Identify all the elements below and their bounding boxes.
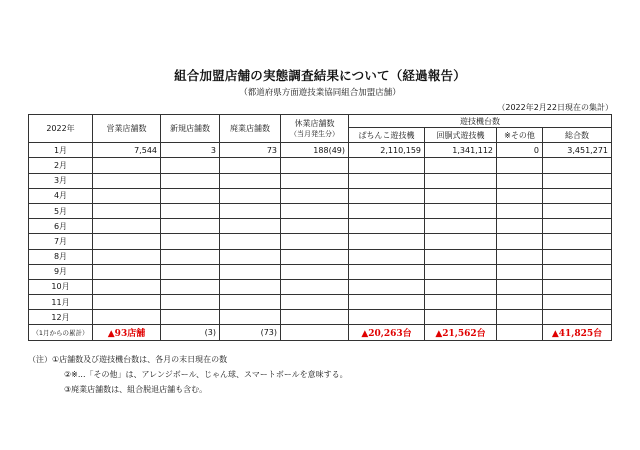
- cell-suspended: [281, 279, 349, 294]
- cell-pachinko: [349, 279, 425, 294]
- cell-other: [497, 279, 543, 294]
- cell-total: [543, 295, 612, 310]
- cell-closed: [220, 279, 281, 294]
- cell-new: [161, 249, 220, 264]
- cell-suspended: [281, 219, 349, 234]
- cell-closed: [220, 264, 281, 279]
- header-total: 総合数: [543, 128, 612, 143]
- cell-pachinko: [349, 158, 425, 173]
- cell-month: 10月: [29, 279, 93, 294]
- cell-new: [161, 158, 220, 173]
- cell-total: [543, 264, 612, 279]
- cell-suspended: [281, 310, 349, 325]
- note-2: ②※...「その他」は、アレンジボール、じゃん球、スマートボールを意味する。: [64, 370, 348, 379]
- header-suspended: [281, 115, 349, 143]
- cell-other: [497, 234, 543, 249]
- cell-operating: [93, 310, 161, 325]
- totals-row: [29, 325, 612, 340]
- cell-total: 3,451,271: [543, 143, 612, 158]
- cell-slot: [425, 173, 497, 188]
- cell-closed: [220, 173, 281, 188]
- cell-pachinko: [349, 188, 425, 203]
- table-row: [29, 310, 612, 325]
- cell-slot: [425, 188, 497, 203]
- cell-other: 0: [497, 143, 543, 158]
- cell-other: [497, 310, 543, 325]
- cell-operating: [93, 173, 161, 188]
- totals-new: (3): [161, 325, 220, 340]
- header-pachinko: ぱちんこ遊技機: [349, 128, 425, 143]
- cell-other: [497, 203, 543, 218]
- cell-other: [497, 188, 543, 203]
- totals-total: ▲41,825台: [543, 325, 612, 340]
- as-of-date: （2022年2月22日現在の集計）: [497, 103, 613, 112]
- cell-new: [161, 295, 220, 310]
- totals-slot: ▲21,562台: [425, 325, 497, 340]
- cell-pachinko: [349, 173, 425, 188]
- cell-month: 1月: [29, 143, 93, 158]
- cell-operating: [93, 219, 161, 234]
- header-machines: 遊技機台数: [349, 115, 612, 128]
- cell-new: [161, 173, 220, 188]
- cell-total: [543, 173, 612, 188]
- table-row: [29, 264, 612, 279]
- cell-month: 2月: [29, 158, 93, 173]
- cell-suspended: [281, 173, 349, 188]
- cell-month: 7月: [29, 234, 93, 249]
- table-row: [29, 188, 612, 203]
- cell-month: 5月: [29, 203, 93, 218]
- cell-new: [161, 188, 220, 203]
- cell-suspended: [281, 203, 349, 218]
- cell-month: 9月: [29, 264, 93, 279]
- cell-pachinko: 2,110,159: [349, 143, 425, 158]
- cell-operating: [93, 158, 161, 173]
- header-operating: 営業店舗数: [93, 115, 161, 143]
- cell-month: 8月: [29, 249, 93, 264]
- cell-pachinko: [349, 310, 425, 325]
- table-row: [29, 143, 612, 158]
- cell-new: [161, 279, 220, 294]
- cell-operating: [93, 203, 161, 218]
- cell-total: [543, 249, 612, 264]
- cell-month: 12月: [29, 310, 93, 325]
- cell-suspended: [281, 295, 349, 310]
- cell-operating: [93, 279, 161, 294]
- cell-closed: 73: [220, 143, 281, 158]
- cell-suspended: [281, 188, 349, 203]
- cell-operating: [93, 234, 161, 249]
- cell-slot: [425, 203, 497, 218]
- cell-operating: [93, 188, 161, 203]
- cell-closed: [220, 310, 281, 325]
- cell-other: [497, 173, 543, 188]
- header-suspended-sub: （当月発生分）: [290, 130, 339, 139]
- survey-table: [28, 114, 612, 341]
- cell-suspended: [281, 158, 349, 173]
- table-row: [29, 234, 612, 249]
- cell-other: [497, 249, 543, 264]
- cell-new: [161, 264, 220, 279]
- cell-slot: [425, 158, 497, 173]
- cell-month: 4月: [29, 188, 93, 203]
- totals-other: [497, 325, 543, 340]
- cell-total: [543, 234, 612, 249]
- cell-operating: [93, 295, 161, 310]
- cell-total: [543, 158, 612, 173]
- page-subtitle: （都道府県方面遊技業協同組合加盟店舗）: [239, 88, 401, 98]
- cell-closed: [220, 158, 281, 173]
- cell-slot: [425, 234, 497, 249]
- cell-new: 3: [161, 143, 220, 158]
- cell-closed: [220, 188, 281, 203]
- cell-closed: [220, 234, 281, 249]
- cell-other: [497, 264, 543, 279]
- cell-month: 3月: [29, 173, 93, 188]
- cell-slot: [425, 310, 497, 325]
- table-row: [29, 279, 612, 294]
- cell-slot: [425, 279, 497, 294]
- cell-operating: 7,544: [93, 143, 161, 158]
- cell-other: [497, 158, 543, 173]
- cell-slot: [425, 295, 497, 310]
- cell-closed: [220, 295, 281, 310]
- header-slot: 回胴式遊技機: [425, 128, 497, 143]
- totals-operating: ▲93店舗: [93, 325, 161, 340]
- cell-closed: [220, 203, 281, 218]
- cell-other: [497, 295, 543, 310]
- notes: [28, 352, 348, 397]
- cell-pachinko: [349, 203, 425, 218]
- cell-month: 6月: [29, 219, 93, 234]
- cell-closed: [220, 249, 281, 264]
- cell-suspended: [281, 234, 349, 249]
- cell-suspended: [281, 264, 349, 279]
- totals-label: （1月からの累計）: [29, 325, 93, 340]
- cell-new: [161, 310, 220, 325]
- cell-slot: [425, 264, 497, 279]
- table-header-row: [29, 115, 612, 128]
- note-1: （注）①店舗数及び遊技機台数は、各月の末日現在の数: [28, 355, 228, 364]
- totals-pachinko: ▲20,263台: [349, 325, 425, 340]
- header-suspended-label: 休業店舗数: [294, 119, 335, 129]
- cell-new: [161, 234, 220, 249]
- header-year: 2022年: [29, 115, 93, 143]
- cell-pachinko: [349, 249, 425, 264]
- table-row: [29, 158, 612, 173]
- cell-total: [543, 219, 612, 234]
- totals-suspended: [281, 325, 349, 340]
- cell-total: [543, 188, 612, 203]
- header-new: 新規店舗数: [161, 115, 220, 143]
- cell-total: [543, 310, 612, 325]
- header-other: ※その他: [497, 128, 543, 143]
- cell-suspended: [281, 249, 349, 264]
- table-row: [29, 249, 612, 264]
- cell-new: [161, 219, 220, 234]
- cell-operating: [93, 264, 161, 279]
- cell-slot: [425, 249, 497, 264]
- cell-total: [543, 279, 612, 294]
- table-row: [29, 219, 612, 234]
- table-row: [29, 295, 612, 310]
- note-3: ③廃業店舗数は、組合脱退店舗も含む。: [64, 385, 208, 394]
- cell-total: [543, 203, 612, 218]
- cell-operating: [93, 249, 161, 264]
- cell-slot: [425, 219, 497, 234]
- cell-new: [161, 203, 220, 218]
- cell-month: 11月: [29, 295, 93, 310]
- cell-pachinko: [349, 234, 425, 249]
- cell-pachinko: [349, 264, 425, 279]
- cell-pachinko: [349, 219, 425, 234]
- header-closed: 廃業店舗数: [220, 115, 281, 143]
- cell-slot: 1,341,112: [425, 143, 497, 158]
- cell-other: [497, 219, 543, 234]
- page-title: 組合加盟店舗の実態調査結果について（経過報告）: [174, 68, 466, 83]
- cell-suspended: 188(49): [281, 143, 349, 158]
- cell-pachinko: [349, 295, 425, 310]
- totals-closed: (73): [220, 325, 281, 340]
- table-row: [29, 173, 612, 188]
- cell-closed: [220, 219, 281, 234]
- table-row: [29, 203, 612, 218]
